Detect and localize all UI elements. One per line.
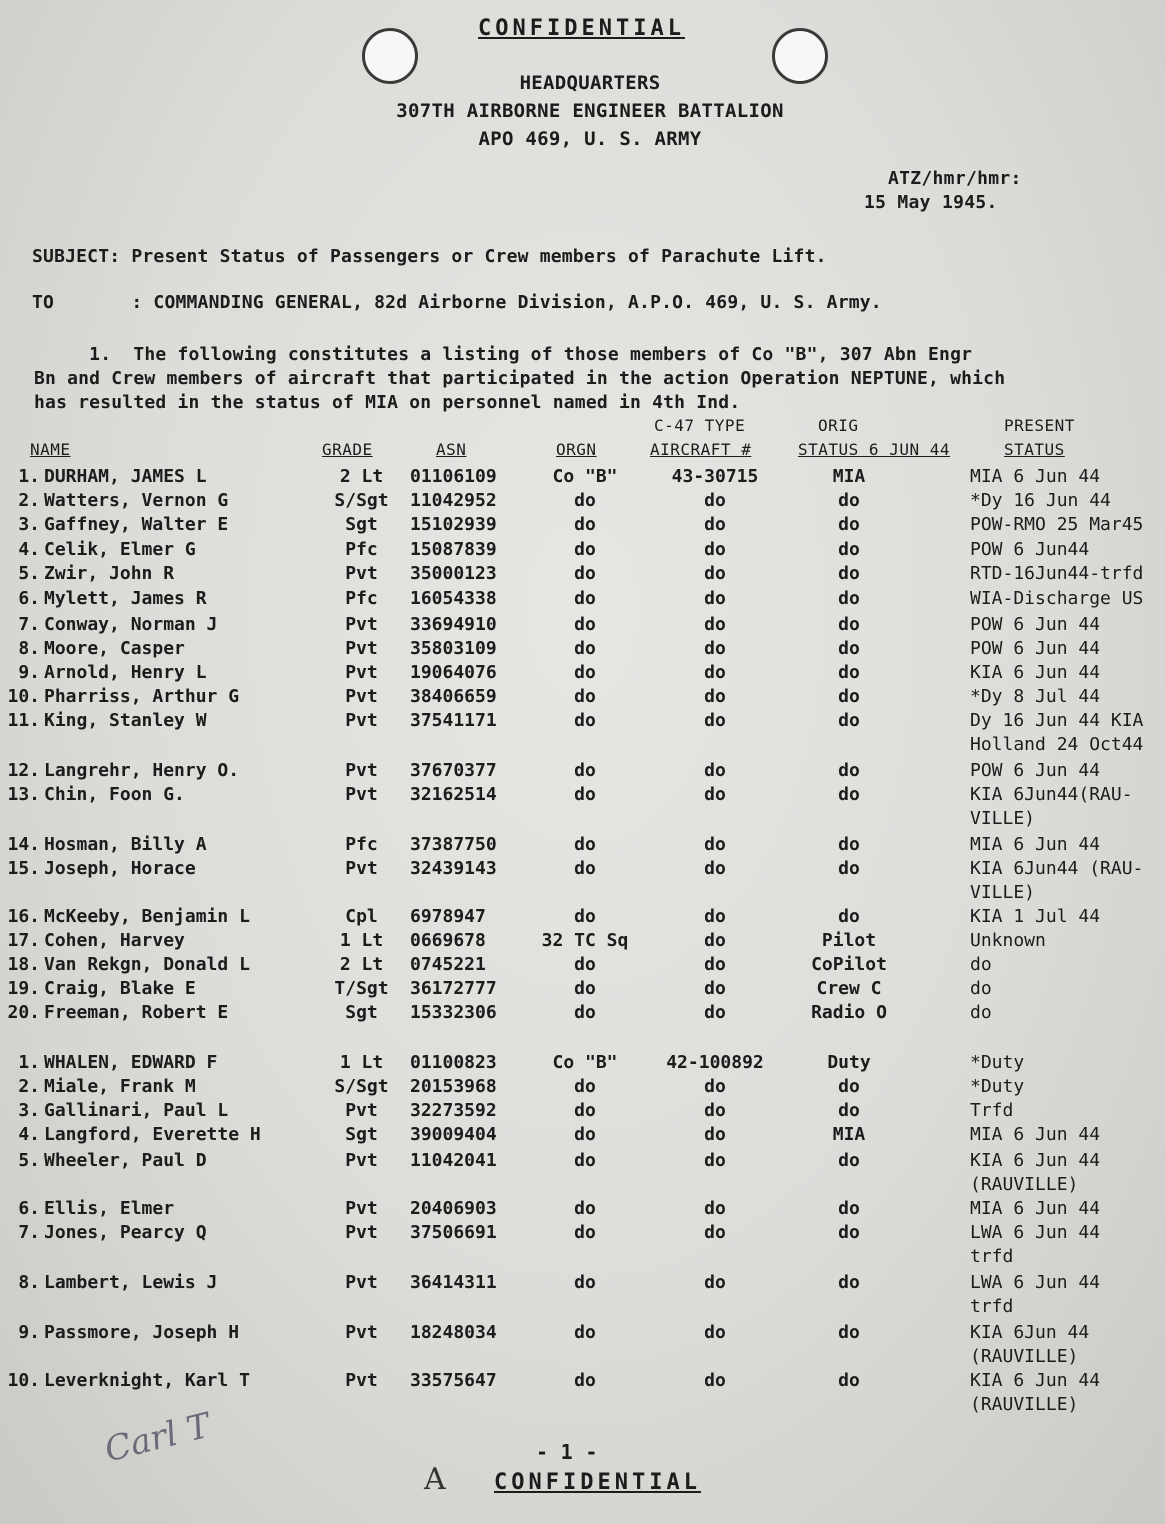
- row-aircraft: do: [704, 1222, 726, 1243]
- row-aircraft: do: [704, 514, 726, 535]
- row-name: Lambert, Lewis J: [44, 1272, 218, 1293]
- row-grade: 2 Lt: [339, 466, 384, 487]
- row-orig-status: do: [838, 563, 860, 584]
- row-orig-status: do: [838, 614, 860, 635]
- row-name: Freeman, Robert E: [44, 1002, 229, 1023]
- row-asn: 15332306: [410, 1002, 497, 1023]
- subject-line: SUBJECT: Present Status of Passengers or Crew members of Parachute Lift.: [32, 246, 827, 267]
- row-grade: Pvt: [345, 1100, 378, 1121]
- row-present-status: KIA 6Jun 44: [970, 1322, 1090, 1343]
- row-number: 9.: [18, 662, 40, 683]
- row-orgn: do: [574, 1222, 596, 1243]
- row-present-status: *Dy 16 Jun 44: [970, 490, 1111, 511]
- row-name: Wheeler, Paul D: [44, 1150, 207, 1171]
- row-name: WHALEN, EDWARD F: [44, 1052, 218, 1073]
- to-line: TO : COMMANDING GENERAL, 82d Airborne Division, A.P.O. 469, U. S. Army.: [32, 292, 882, 313]
- row-name: McKeeby, Benjamin L: [44, 906, 250, 927]
- row-number: 13.: [7, 784, 40, 805]
- row-asn: 32273592: [410, 1100, 497, 1121]
- row-orgn: do: [574, 588, 596, 609]
- row-number: 15.: [7, 858, 40, 879]
- col-header-present-2: STATUS: [1004, 440, 1065, 459]
- row-number: 4.: [18, 539, 40, 560]
- row-present-status: KIA 6 Jun 44: [970, 1370, 1101, 1391]
- row-orgn: do: [574, 710, 596, 731]
- row-grade: Pvt: [345, 563, 378, 584]
- row-orig-status: do: [838, 834, 860, 855]
- row-number: 17.: [7, 930, 40, 951]
- row-name: Cohen, Harvey: [44, 930, 185, 951]
- row-asn: 39009404: [410, 1124, 497, 1145]
- row-asn: 20153968: [410, 1076, 497, 1097]
- row-aircraft: do: [704, 1322, 726, 1343]
- row-orig-status: MIA: [832, 466, 866, 487]
- row-present-status: KIA 6 Jun 44: [970, 662, 1101, 683]
- row-asn: 01106109: [410, 466, 497, 487]
- row-asn: 01100823: [410, 1052, 497, 1073]
- paragraph-line-1: 1. The following constitutes a listing of those members of Co "B", 307 Abn Engr: [34, 344, 973, 365]
- row-present-status: do: [970, 1002, 992, 1023]
- row-name: Hosman, Billy A: [44, 834, 207, 855]
- row-name: Mylett, James R: [44, 588, 207, 609]
- row-grade: 2 Lt: [339, 954, 384, 975]
- row-name: Miale, Frank M: [44, 1076, 196, 1097]
- row-grade: Pvt: [345, 858, 378, 879]
- row-number: 6.: [18, 588, 40, 609]
- row-present-status: MIA 6 Jun 44: [970, 466, 1101, 487]
- row-number: 18.: [7, 954, 40, 975]
- row-orig-status: do: [838, 686, 860, 707]
- row-present-status: Trfd: [970, 1100, 1014, 1121]
- row-orig-status: Radio O: [811, 1002, 887, 1023]
- row-grade: Pfc: [345, 588, 378, 609]
- row-number: 2.: [18, 490, 40, 511]
- row-aircraft: do: [704, 686, 726, 707]
- row-present-status: VILLE): [970, 808, 1036, 829]
- row-asn: 6978947: [410, 906, 486, 927]
- row-grade: Pvt: [345, 1222, 378, 1243]
- row-aircraft: do: [704, 1100, 726, 1121]
- row-asn: 15102939: [410, 514, 497, 535]
- row-aircraft: 42-100892: [666, 1052, 764, 1073]
- row-grade: Pfc: [345, 834, 378, 855]
- row-aircraft: do: [704, 662, 726, 683]
- row-present-status: POW 6 Jun 44: [970, 638, 1101, 659]
- row-orig-status: do: [838, 490, 860, 511]
- row-asn: 36414311: [410, 1272, 497, 1293]
- row-grade: Pvt: [345, 1370, 378, 1391]
- row-asn: 35803109: [410, 638, 497, 659]
- row-grade: Pvt: [345, 710, 378, 731]
- row-grade: Pfc: [345, 539, 378, 560]
- row-present-status: POW 6 Jun 44: [970, 760, 1101, 781]
- row-name: Watters, Vernon G: [44, 490, 229, 511]
- row-present-status: LWA 6 Jun 44: [970, 1272, 1101, 1293]
- row-orgn: do: [574, 686, 596, 707]
- row-asn: 19064076: [410, 662, 497, 683]
- row-name: Langford, Everette H: [44, 1124, 261, 1145]
- row-asn: 16054338: [410, 588, 497, 609]
- row-orgn: do: [574, 1272, 596, 1293]
- row-orgn: do: [574, 1150, 596, 1171]
- row-asn: 36172777: [410, 978, 497, 999]
- row-asn: 33694910: [410, 614, 497, 635]
- row-orig-status: Crew C: [816, 978, 882, 999]
- row-orgn: do: [574, 1124, 596, 1145]
- row-grade: Pvt: [345, 784, 378, 805]
- row-asn: 35000123: [410, 563, 497, 584]
- row-orgn: do: [574, 1322, 596, 1343]
- row-orig-status: do: [838, 662, 860, 683]
- row-orig-status: do: [838, 1150, 860, 1171]
- row-orig-status: do: [838, 760, 860, 781]
- row-present-status: VILLE): [970, 882, 1036, 903]
- row-name: Joseph, Horace: [44, 858, 196, 879]
- col-header-aircraft-1: C-47 TYPE: [654, 416, 746, 435]
- row-orgn: do: [574, 834, 596, 855]
- row-present-status: LWA 6 Jun 44: [970, 1222, 1101, 1243]
- row-orig-status: do: [838, 784, 860, 805]
- row-grade: Cpl: [345, 906, 378, 927]
- row-grade: Sgt: [345, 1124, 378, 1145]
- row-present-status: POW 6 Jun 44: [970, 614, 1101, 635]
- row-asn: 33575647: [410, 1370, 497, 1391]
- col-header-asn: ASN: [436, 440, 467, 459]
- row-number: 19.: [7, 978, 40, 999]
- paragraph-line-3: has resulted in the status of MIA on personnel named in 4th Ind.: [34, 392, 741, 413]
- row-present-status: *Dy 8 Jul 44: [970, 686, 1101, 707]
- col-header-orgn: ORGN: [556, 440, 597, 459]
- row-aircraft: do: [704, 978, 726, 999]
- row-orgn: do: [574, 614, 596, 635]
- row-present-status: (RAUVILLE): [970, 1346, 1079, 1367]
- row-aircraft: 43-30715: [671, 466, 759, 487]
- row-name: Conway, Norman J: [44, 614, 218, 635]
- row-name: Arnold, Henry L: [44, 662, 207, 683]
- row-aircraft: do: [704, 638, 726, 659]
- row-grade: T/Sgt: [334, 978, 389, 999]
- row-grade: Sgt: [345, 1002, 378, 1023]
- row-number: 11.: [7, 710, 40, 731]
- classification-top: CONFIDENTIAL: [478, 16, 685, 41]
- row-grade: Pvt: [345, 1198, 378, 1219]
- row-asn: 0669678: [410, 930, 486, 951]
- row-orig-status: Pilot: [821, 930, 877, 951]
- row-orig-status: do: [838, 638, 860, 659]
- row-orig-status: do: [838, 588, 860, 609]
- row-present-status: MIA 6 Jun 44: [970, 834, 1101, 855]
- row-name: Celik, Elmer G: [44, 539, 196, 560]
- row-present-status: KIA 6 Jun 44: [970, 1150, 1101, 1171]
- row-aircraft: do: [704, 930, 726, 951]
- row-orig-status: do: [838, 1198, 860, 1219]
- row-orgn: do: [574, 1076, 596, 1097]
- row-orgn: do: [574, 1002, 596, 1023]
- row-orig-status: do: [838, 1076, 860, 1097]
- row-name: Craig, Blake E: [44, 978, 196, 999]
- row-aircraft: do: [704, 1124, 726, 1145]
- row-aircraft: do: [704, 784, 726, 805]
- row-orgn: do: [574, 978, 596, 999]
- row-name: Pharriss, Arthur G: [44, 686, 240, 707]
- row-asn: 15087839: [410, 539, 497, 560]
- row-name: Van Rekgn, Donald L: [44, 954, 250, 975]
- row-present-status: do: [970, 954, 992, 975]
- page-number: - 1 -: [536, 1440, 598, 1464]
- row-number: 20.: [7, 1002, 40, 1023]
- row-number: 9.: [18, 1322, 40, 1343]
- row-name: King, Stanley W: [44, 710, 207, 731]
- row-asn: 37541171: [410, 710, 497, 731]
- row-orgn: Co "B": [552, 1052, 618, 1073]
- row-present-status: RTD-16Jun44-trfd: [970, 563, 1144, 584]
- row-asn: 18248034: [410, 1322, 497, 1343]
- row-aircraft: do: [704, 710, 726, 731]
- row-orgn: do: [574, 1100, 596, 1121]
- row-present-status: trfd: [970, 1246, 1014, 1267]
- row-present-status: MIA 6 Jun 44: [970, 1124, 1101, 1145]
- row-orig-status: MIA: [832, 1124, 866, 1145]
- row-number: 10.: [7, 686, 40, 707]
- row-grade: Pvt: [345, 760, 378, 781]
- row-asn: 20406903: [410, 1198, 497, 1219]
- row-orgn: do: [574, 784, 596, 805]
- row-name: Zwir, John R: [44, 563, 175, 584]
- row-number: 3.: [18, 514, 40, 535]
- row-present-status: KIA 6Jun44(RAU-: [970, 784, 1133, 805]
- row-aircraft: do: [704, 614, 726, 635]
- row-number: 2.: [18, 1076, 40, 1097]
- row-aircraft: do: [704, 1198, 726, 1219]
- row-grade: Pvt: [345, 1150, 378, 1171]
- row-present-status: KIA 6Jun44 (RAU-: [970, 858, 1144, 879]
- row-grade: Pvt: [345, 1322, 378, 1343]
- row-orgn: do: [574, 760, 596, 781]
- row-grade: S/Sgt: [334, 1076, 389, 1097]
- col-header-orig-2: STATUS 6 JUN 44: [798, 440, 950, 459]
- classification-bottom: CONFIDENTIAL: [494, 1470, 701, 1495]
- row-asn: 11042952: [410, 490, 497, 511]
- row-name: Jones, Pearcy Q: [44, 1222, 207, 1243]
- row-number: 12.: [7, 760, 40, 781]
- row-orgn: do: [574, 1370, 596, 1391]
- row-aircraft: do: [704, 1370, 726, 1391]
- row-asn: 0745221: [410, 954, 486, 975]
- row-number: 16.: [7, 906, 40, 927]
- row-aircraft: do: [704, 1272, 726, 1293]
- row-orig-status: do: [838, 710, 860, 731]
- header-line-2: 307TH AIRBORNE ENGINEER BATTALION: [396, 100, 784, 122]
- row-orgn: do: [574, 490, 596, 511]
- row-orgn: do: [574, 539, 596, 560]
- row-aircraft: do: [704, 588, 726, 609]
- row-orig-status: do: [838, 1370, 860, 1391]
- row-orig-status: do: [838, 1272, 860, 1293]
- row-number: 14.: [7, 834, 40, 855]
- row-aircraft: do: [704, 1076, 726, 1097]
- handwritten-note: Carl T: [100, 1405, 215, 1471]
- row-grade: Pvt: [345, 614, 378, 635]
- row-orgn: Co "B": [552, 466, 618, 487]
- row-aircraft: do: [704, 858, 726, 879]
- row-name: Gallinari, Paul L: [44, 1100, 229, 1121]
- row-present-status: do: [970, 978, 992, 999]
- row-number: 5.: [18, 1150, 40, 1171]
- col-header-orig-1: ORIG: [818, 416, 859, 435]
- row-asn: 37670377: [410, 760, 497, 781]
- row-grade: Pvt: [345, 686, 378, 707]
- row-name: Passmore, Joseph H: [44, 1322, 240, 1343]
- col-header-aircraft-2: AIRCRAFT #: [650, 440, 752, 459]
- row-orgn: do: [574, 514, 596, 535]
- row-orgn: do: [574, 563, 596, 584]
- row-orgn: do: [574, 954, 596, 975]
- row-name: Moore, Casper: [44, 638, 185, 659]
- row-aircraft: do: [704, 954, 726, 975]
- row-number: 5.: [18, 563, 40, 584]
- row-orig-status: do: [838, 1222, 860, 1243]
- row-number: 1.: [18, 466, 40, 487]
- row-present-status: (RAUVILLE): [970, 1394, 1079, 1415]
- row-number: 3.: [18, 1100, 40, 1121]
- row-present-status: POW 6 Jun44: [970, 539, 1090, 560]
- header-line-1: HEADQUARTERS: [519, 72, 661, 94]
- row-asn: 32439143: [410, 858, 497, 879]
- row-present-status: Dy 16 Jun 44 KIA: [970, 710, 1144, 731]
- row-orgn: do: [574, 662, 596, 683]
- row-name: Langrehr, Henry O.: [44, 760, 240, 781]
- row-present-status: Unknown: [970, 930, 1046, 951]
- row-present-status: WIA-Discharge US: [970, 588, 1144, 609]
- row-present-status: (RAUVILLE): [970, 1174, 1079, 1195]
- header-line-3: APO 469, U. S. ARMY: [478, 128, 702, 150]
- row-aircraft: do: [704, 906, 726, 927]
- row-name: Gaffney, Walter E: [44, 514, 229, 535]
- row-aircraft: do: [704, 760, 726, 781]
- document-date: 15 May 1945.: [864, 192, 998, 213]
- row-asn: 37506691: [410, 1222, 497, 1243]
- row-aircraft: do: [704, 1150, 726, 1171]
- row-orig-status: Duty: [827, 1052, 871, 1073]
- row-grade: 1 Lt: [339, 930, 384, 951]
- reference-code: ATZ/hmr/hmr:: [888, 168, 1022, 189]
- row-present-status: trfd: [970, 1296, 1014, 1317]
- col-header-grade: GRADE: [322, 440, 373, 459]
- row-aircraft: do: [704, 834, 726, 855]
- row-present-status: Holland 24 Oct44: [970, 734, 1144, 755]
- row-present-status: MIA 6 Jun 44: [970, 1198, 1101, 1219]
- row-orgn: do: [574, 858, 596, 879]
- row-present-status: POW-RMO 25 Mar45: [970, 514, 1144, 535]
- row-orig-status: do: [838, 858, 860, 879]
- row-grade: Pvt: [345, 662, 378, 683]
- row-aircraft: do: [704, 1002, 726, 1023]
- paragraph-line-2: Bn and Crew members of aircraft that participated in the action Operation NEPTUNE, which: [34, 368, 1006, 389]
- row-number: 6.: [18, 1198, 40, 1219]
- row-orgn: do: [574, 638, 596, 659]
- row-asn: 37387750: [410, 834, 497, 855]
- row-aircraft: do: [704, 490, 726, 511]
- row-orig-status: do: [838, 539, 860, 560]
- row-name: Chin, Foon G.: [44, 784, 185, 805]
- footer-mark: A: [424, 1462, 446, 1497]
- row-grade: Pvt: [345, 1272, 378, 1293]
- row-orig-status: do: [838, 1322, 860, 1343]
- col-header-present-1: PRESENT: [1004, 416, 1075, 435]
- row-number: 10.: [7, 1370, 40, 1391]
- row-grade: 1 Lt: [339, 1052, 384, 1073]
- row-number: 4.: [18, 1124, 40, 1145]
- row-number: 7.: [18, 1222, 40, 1243]
- row-asn: 11042041: [410, 1150, 497, 1171]
- row-orgn: do: [574, 906, 596, 927]
- row-present-status: KIA 1 Jul 44: [970, 906, 1101, 927]
- row-number: 1.: [18, 1052, 40, 1073]
- row-orig-status: do: [838, 906, 860, 927]
- row-grade: S/Sgt: [334, 490, 389, 511]
- row-asn: 32162514: [410, 784, 497, 805]
- row-grade: Pvt: [345, 638, 378, 659]
- row-asn: 38406659: [410, 686, 497, 707]
- row-aircraft: do: [704, 539, 726, 560]
- row-present-status: *Duty: [970, 1052, 1025, 1073]
- row-name: Leverknight, Karl T: [44, 1370, 250, 1391]
- row-orig-status: do: [838, 514, 860, 535]
- row-number: 7.: [18, 614, 40, 635]
- row-number: 8.: [18, 638, 40, 659]
- row-grade: Sgt: [345, 514, 378, 535]
- row-orig-status: CoPilot: [811, 954, 887, 975]
- row-orig-status: do: [838, 1100, 860, 1121]
- row-name: DURHAM, JAMES L: [44, 466, 207, 487]
- row-number: 8.: [18, 1272, 40, 1293]
- row-orgn: do: [574, 1198, 596, 1219]
- row-aircraft: do: [704, 563, 726, 584]
- row-orgn: 32 TC Sq: [541, 930, 629, 951]
- col-header-name: NAME: [30, 440, 71, 459]
- row-present-status: *Duty: [970, 1076, 1025, 1097]
- row-name: Ellis, Elmer: [44, 1198, 175, 1219]
